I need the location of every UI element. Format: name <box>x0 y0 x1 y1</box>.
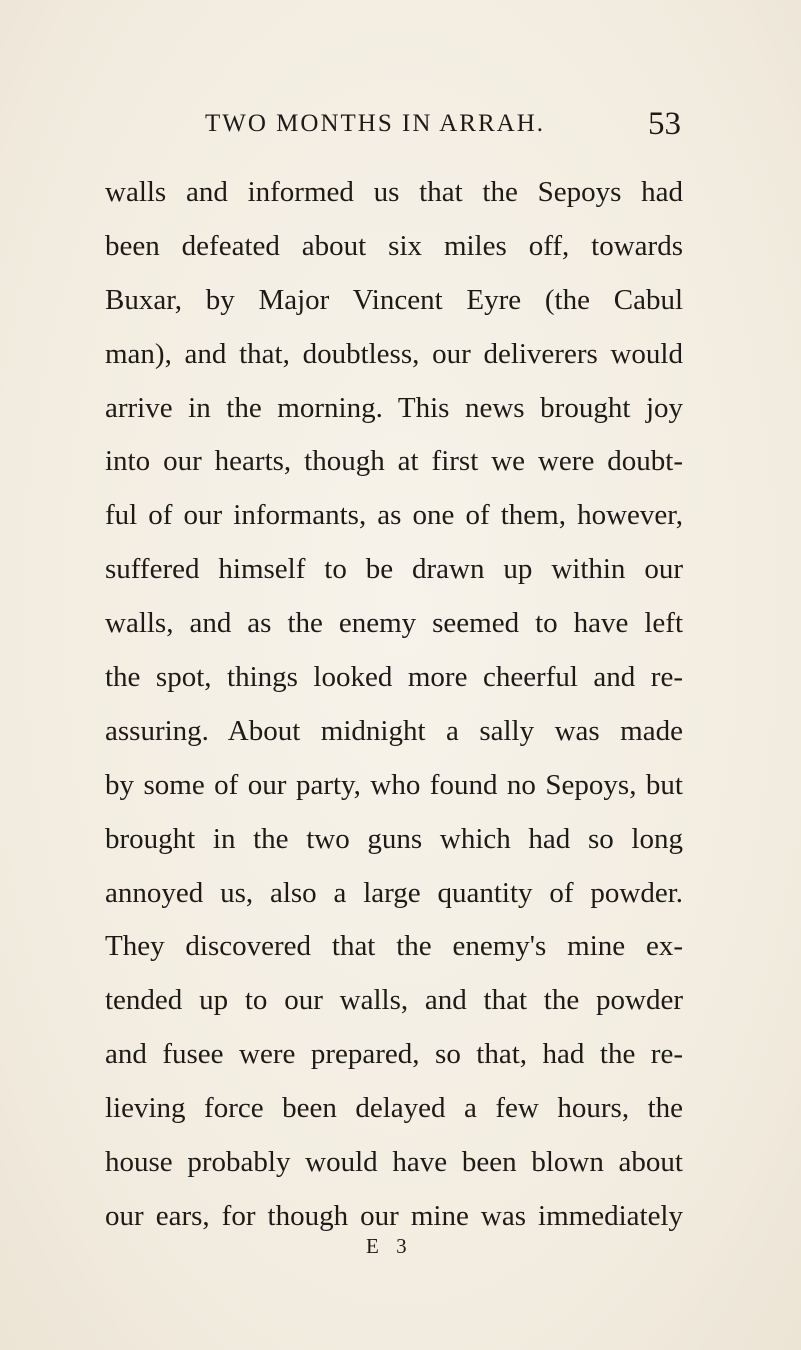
text-line: lieving force been delayed a few hours, the <box>105 1092 683 1125</box>
text-line: arrive in the morning. This news brought joy <box>105 391 683 424</box>
text-line: annoyed us, also a large quantity of powder. <box>105 876 683 909</box>
text-line: house probably would have been blown about <box>105 1146 683 1179</box>
text-line: ful of our informants, as one of them, however, <box>105 499 683 532</box>
text-line: the spot, things looked more cheerful and re- <box>105 661 683 694</box>
text-line: by some of our party, who found no Sepoys, but <box>105 768 683 801</box>
text-line: into our hearts, though at first we were doubt- <box>105 445 683 478</box>
text-line: been defeated about six miles off, towards <box>105 229 683 262</box>
text-line: man), and that, doubtless, our deliverers would <box>105 337 683 370</box>
text-line: suffered himself to be drawn up within our <box>105 553 683 586</box>
running-head <box>0 106 801 142</box>
text-line: assuring. About midnight a sally was made <box>105 714 683 747</box>
page-number: 53 <box>648 106 681 142</box>
text-line: tended up to our walls, and that the powder <box>105 984 683 1017</box>
body-text <box>105 166 683 1244</box>
text-line: our ears, for though our mine was immediately <box>105 1199 683 1232</box>
signature-mark: E 3 <box>366 1234 413 1258</box>
text-line: brought in the two guns which had so long <box>105 822 683 855</box>
text-line: They discovered that the enemy's mine ex- <box>105 930 683 963</box>
text-line: walls and informed us that the Sepoys had <box>105 176 683 208</box>
text-line: Buxar, by Major Vincent Eyre (the Cabul <box>105 283 683 316</box>
text-line: and fusee were prepared, so that, had the re- <box>105 1038 683 1071</box>
text-line: walls, and as the enemy seemed to have left <box>105 607 683 640</box>
running-title: TWO MONTHS IN ARRAH. <box>205 110 545 137</box>
